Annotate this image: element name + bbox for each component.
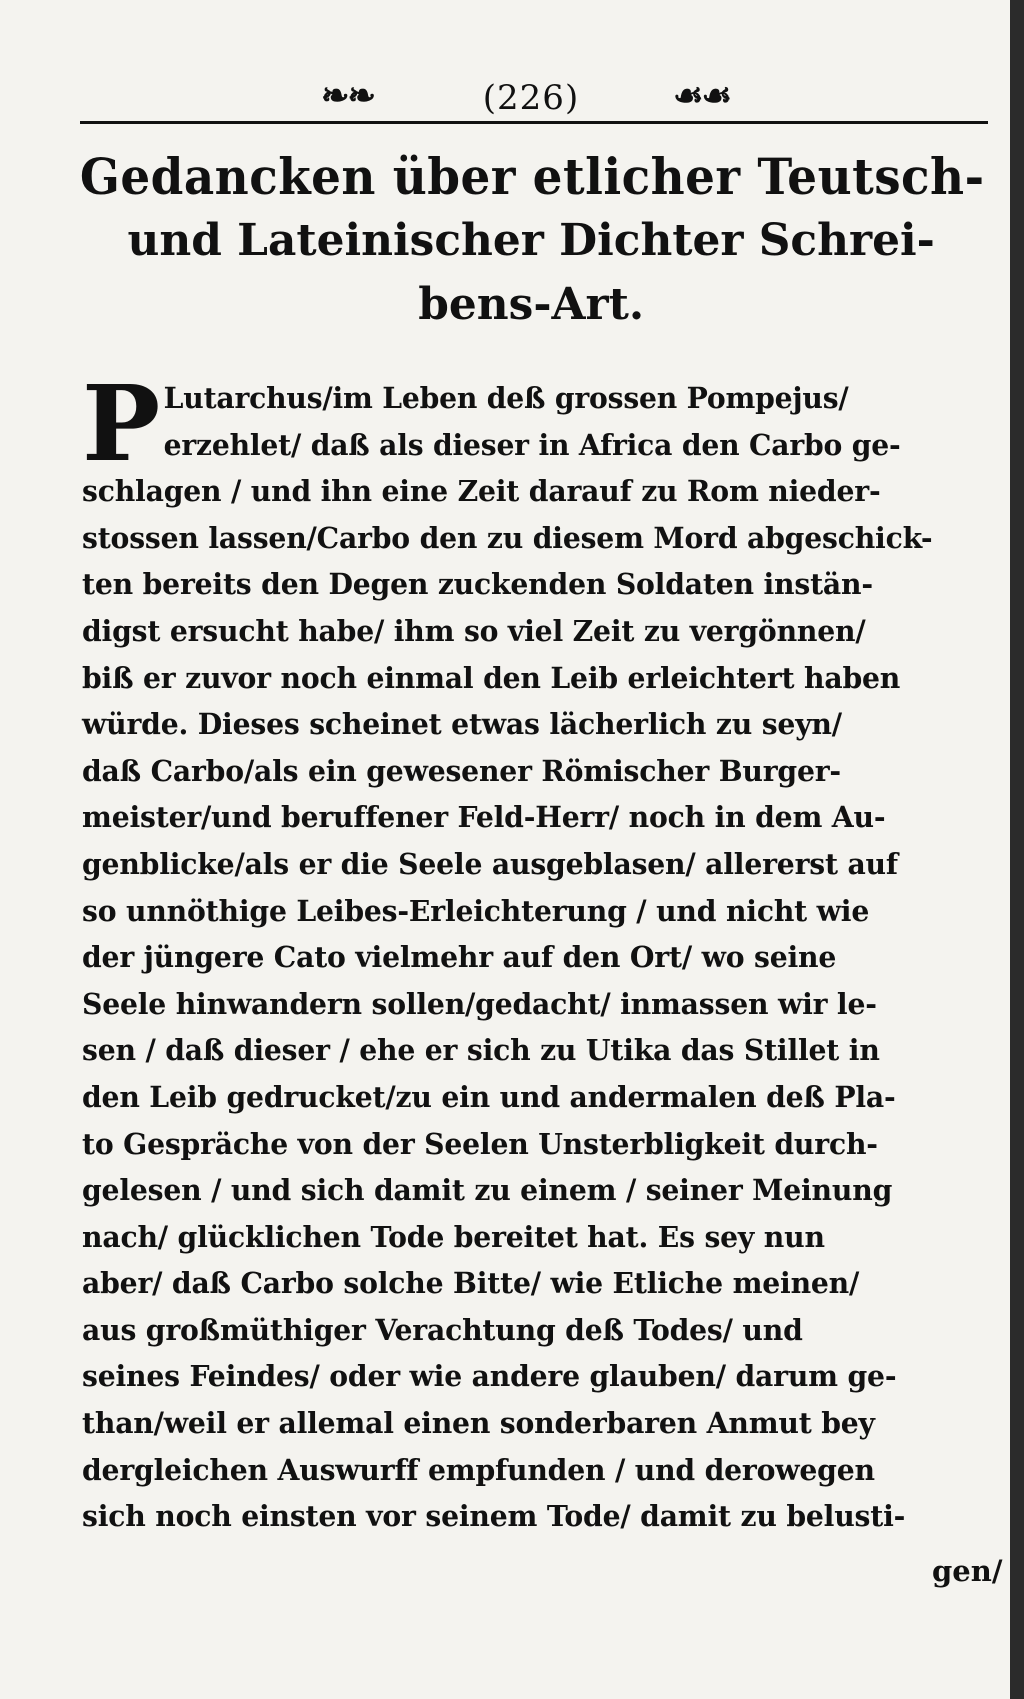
text-line: aus großmüthiger Verachtung deß Todes/ und [82,1312,803,1347]
text-line: aber/ daß Carbo solche Bitte/ wie Etliche meinen/ [82,1266,860,1301]
text-line: Seele hinwandern sollen/gedacht/ inmassen wir le- [82,986,877,1021]
text-line: schlagen / und ihn eine Zeit darauf zu Rom nieder- [82,474,881,509]
text-line: würde. Dieses scheinet etwas lächerlich zu seyn/ [82,707,842,742]
text-line: genblicke/als er die Seele ausgeblasen/ allererst auf [82,846,898,881]
text-line: than/weil er allemal einen sonderbaren Anmut bey [82,1406,875,1441]
title-line-1: Gedancken über etlicher Teutsch- [79,147,985,206]
body-paragraph [82,362,1012,1540]
text-line: sich noch einsten vor seinem Tode/ damit zu belusti- [82,1499,906,1534]
drop-cap: P [82,362,161,485]
text-line: meister/und beruffener Feld-Herr/ noch in dem Au- [82,800,886,835]
title-line-3: bens-Art. [418,279,645,330]
header-ornament-left: ❧❧ [321,76,374,116]
text-line: seines Feindes/ oder wie andere glauben/ darum ge- [82,1359,897,1394]
header-ornament-right: ☙☙ [673,76,730,116]
title-line-2: und Lateinischer Dichter Schrei- [127,215,935,266]
text-line: biß er zuvor noch einmal den Leib erleichtert haben [82,660,901,695]
text-line: erzehlet/ daß als dieser in Africa den Carbo ge- [163,427,901,462]
text-line: to Gespräche von der Seelen Unsterbligkeit durch- [82,1126,878,1161]
chapter-title [78,145,988,337]
text-line: daß Carbo/als ein gewesener Römischer Burger- [82,753,841,788]
running-header [78,70,984,122]
text-line: dergleichen Auswurff empfunden / und derowegen [82,1452,875,1487]
text-line: stossen lassen/Carbo den zu diesem Mord abgeschick- [82,520,933,555]
text-line: so unnöthige Leibes-Erleichterung / und nicht wie [82,893,870,928]
page-number: (226) [482,78,580,118]
text-line: gelesen / und sich damit zu einem / seiner Meinung [82,1173,893,1208]
text-line: den Leib gedrucket/zu ein und andermalen deß Pla- [82,1079,896,1114]
catchword: gen/ [932,1554,1003,1588]
text-line: digst ersucht habe/ ihm so viel Zeit zu vergönnen/ [82,613,866,648]
page-edge [1010,0,1024,1699]
text-line: Lutarchus/im Leben deß grossen Pompejus/ [163,381,849,415]
text-line: ten bereits den Degen zuckenden Soldaten instän- [82,567,873,602]
text-line: sen / daß dieser / ehe er sich zu Utika das Stillet in [82,1033,880,1068]
text-line: der jüngere Cato vielmehr auf den Ort/ wo seine [82,940,837,975]
text-line: nach/ glücklichen Tode bereitet hat. Es sey nun [82,1219,825,1254]
header-rule [80,121,988,124]
